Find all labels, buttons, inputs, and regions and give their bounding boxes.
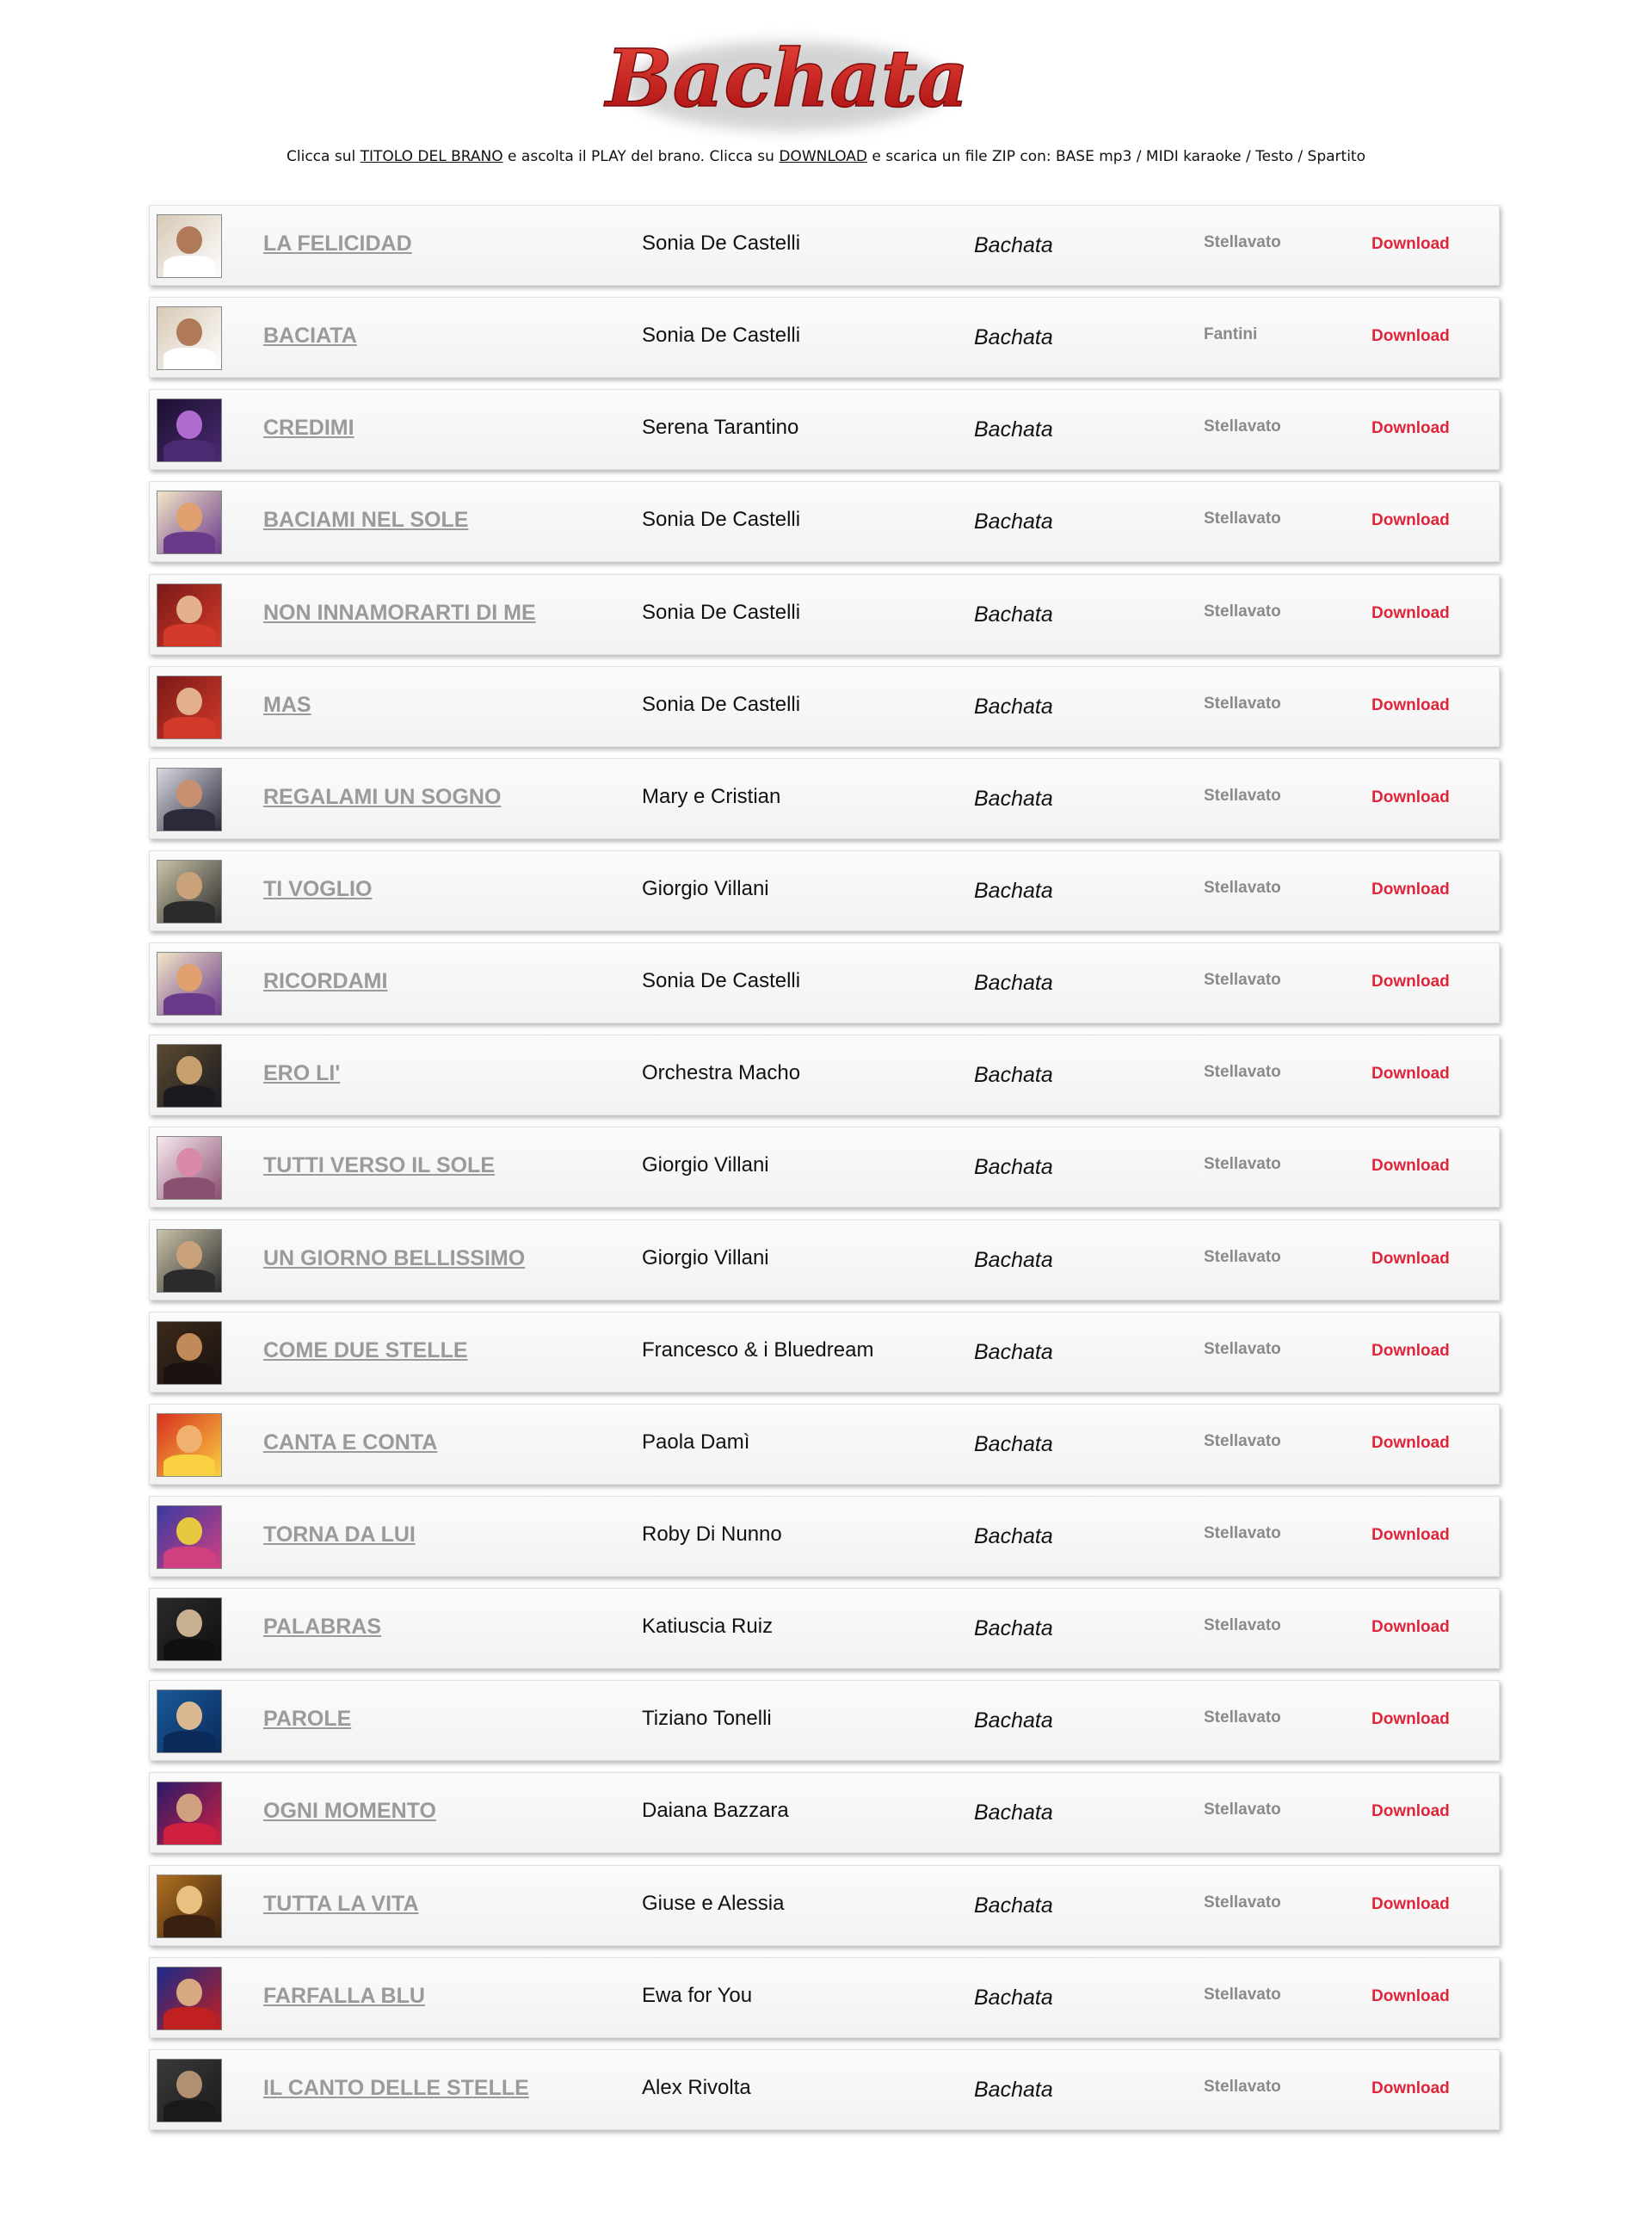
song-arranger: Stellavato [1204, 1801, 1281, 1819]
cover-face [176, 1517, 202, 1545]
song-row [149, 1220, 1500, 1300]
download-link[interactable]: Download [1372, 1341, 1450, 1360]
download-link[interactable]: Download [1372, 1618, 1450, 1637]
cover-figure [163, 1639, 214, 1660]
song-title-link[interactable]: MAS [263, 692, 311, 717]
album-cover-image [157, 214, 222, 278]
song-row [149, 1680, 1500, 1761]
song-title-link[interactable]: TORNA DA LUI [263, 1522, 416, 1547]
song-genre: Bachata [974, 1431, 1053, 1456]
download-link[interactable]: Download [1372, 511, 1450, 530]
song-genre: Bachata [974, 1339, 1053, 1364]
song-genre: Bachata [974, 1063, 1053, 1088]
download-link[interactable]: Download [1372, 1065, 1450, 1084]
download-link[interactable]: Download [1372, 695, 1450, 714]
bachata-logo [602, 15, 972, 145]
cover-figure [163, 624, 214, 645]
download-link[interactable]: Download [1372, 880, 1450, 899]
song-genre: Bachata [974, 1523, 1053, 1548]
song-arranger: Stellavato [1204, 1523, 1281, 1542]
song-artist: Giorgio Villani [642, 876, 769, 900]
song-row [149, 205, 1500, 286]
song-arranger: Fantini [1204, 325, 1258, 344]
song-row [149, 1496, 1500, 1577]
song-row [149, 1035, 1500, 1115]
album-cover-image [157, 306, 222, 370]
song-arranger: Stellavato [1204, 1339, 1281, 1358]
song-title-link[interactable]: RICORDAMI [263, 969, 388, 994]
song-genre: Bachata [974, 1985, 1053, 2010]
song-genre: Bachata [974, 510, 1053, 534]
song-artist: Serena Tarantino [642, 416, 799, 440]
cover-figure [163, 1455, 214, 1476]
cover-face [176, 1886, 202, 1913]
song-arranger: Stellavato [1204, 1616, 1281, 1635]
song-genre: Bachata [974, 1893, 1053, 1918]
song-title-link[interactable]: PAROLE [263, 1707, 352, 1732]
download-link[interactable]: Download [1372, 788, 1450, 806]
song-artist: Daiana Bazzara [642, 1799, 789, 1823]
download-link[interactable]: Download [1372, 1710, 1450, 1729]
cover-face [176, 1333, 202, 1361]
album-cover-image [157, 1782, 222, 1845]
download-link[interactable]: Download [1372, 1802, 1450, 1821]
song-title-link[interactable]: BACIATA [263, 324, 357, 349]
song-title-link[interactable]: CANTA E CONTA [263, 1430, 438, 1455]
cover-figure [163, 2007, 214, 2029]
album-cover-image [157, 2059, 222, 2122]
song-arranger: Stellavato [1204, 2077, 1281, 2096]
cover-figure [163, 1362, 214, 1384]
song-arranger: Stellavato [1204, 1708, 1281, 1727]
song-title-link[interactable]: NON INNAMORARTI DI ME [263, 600, 536, 625]
song-row [149, 574, 1500, 655]
song-artist: Sonia De Castelli [642, 969, 801, 993]
instructions-text [0, 148, 1652, 165]
song-row [149, 1588, 1500, 1669]
song-title-link[interactable]: COME DUE STELLE [263, 1337, 468, 1362]
song-title-link[interactable]: PALABRAS [263, 1615, 382, 1640]
song-artist: Giorgio Villani [642, 1153, 769, 1177]
cover-face [176, 964, 202, 991]
cover-face [176, 688, 202, 715]
cover-face [176, 1609, 202, 1637]
download-link[interactable]: Download [1372, 1433, 1450, 1452]
cover-figure [163, 1085, 214, 1107]
song-title-link[interactable]: LA FELICIDAD [263, 232, 412, 256]
cover-figure [163, 993, 214, 1015]
album-cover-image [157, 676, 222, 739]
album-cover-image [157, 1967, 222, 2030]
download-link[interactable]: Download [1372, 1894, 1450, 1913]
song-arranger: Stellavato [1204, 1985, 1281, 2004]
album-cover-image [157, 491, 222, 554]
song-artist: Sonia De Castelli [642, 324, 801, 348]
cover-face [176, 872, 202, 899]
song-genre: Bachata [974, 1155, 1053, 1180]
instr-part-3: e scarica un file ZIP con: BASE mp3 / MIDI karaoke / Testo / Spartito [867, 148, 1365, 165]
logo-text: Bachata [606, 32, 969, 125]
album-cover-image [157, 860, 222, 923]
cover-figure [163, 901, 214, 923]
song-artist: Roby Di Nunno [642, 1522, 782, 1546]
cover-figure [163, 348, 214, 369]
cover-figure [163, 1547, 214, 1568]
song-row [149, 1772, 1500, 1853]
song-artist: Mary e Cristian [642, 784, 781, 808]
song-row [149, 758, 1500, 839]
download-link[interactable]: Download [1372, 1525, 1450, 1544]
song-title-link[interactable]: BACIAMI NEL SOLE [263, 508, 469, 533]
song-artist: Alex Rivolta [642, 2075, 751, 2099]
cover-figure [163, 809, 214, 831]
song-title-link[interactable]: UN GIORNO BELLISSIMO [263, 1245, 526, 1270]
song-artist: Sonia De Castelli [642, 232, 801, 255]
song-row [149, 297, 1500, 378]
album-cover-image [157, 1689, 222, 1753]
album-cover-image [157, 952, 222, 1016]
cover-figure [163, 1731, 214, 1752]
song-arranger: Stellavato [1204, 510, 1281, 528]
cover-face [176, 1794, 202, 1821]
song-row [149, 389, 1500, 470]
album-cover-image [157, 1597, 222, 1661]
song-genre: Bachata [974, 325, 1053, 350]
song-row [149, 666, 1500, 747]
song-row [149, 1404, 1500, 1485]
song-title-link[interactable]: OGNI MOMENTO [263, 1799, 436, 1824]
instr-part-2: e ascolta il PLAY del brano. Clicca su [502, 148, 780, 165]
song-artist: Ewa for You [642, 1983, 753, 2007]
song-genre: Bachata [974, 417, 1053, 442]
song-genre: Bachata [974, 971, 1053, 996]
song-artist: Giuse e Alessia [642, 1891, 785, 1915]
song-title-link[interactable]: CREDIMI [263, 416, 354, 441]
cover-face [176, 318, 202, 346]
song-genre: Bachata [974, 602, 1053, 627]
song-artist: Paola Damì [642, 1430, 750, 1454]
song-arranger: Stellavato [1204, 417, 1281, 436]
song-arranger: Stellavato [1204, 786, 1281, 805]
song-genre: Bachata [974, 694, 1053, 719]
song-genre: Bachata [974, 2077, 1053, 2102]
song-arranger: Stellavato [1204, 1893, 1281, 1912]
cover-face [176, 1425, 202, 1453]
instr-part-1: Clicca sul [287, 148, 361, 165]
cover-figure [163, 2100, 214, 2122]
song-row [149, 481, 1500, 562]
song-title-link[interactable]: TI VOGLIO [263, 876, 373, 901]
cover-figure [163, 1269, 214, 1291]
song-genre: Bachata [974, 878, 1053, 903]
song-title-link[interactable]: IL CANTO DELLE STELLE [263, 2075, 529, 2100]
song-arranger: Stellavato [1204, 602, 1281, 621]
song-list [149, 205, 1500, 2141]
album-cover-image [157, 584, 222, 647]
song-artist: Katiuscia Ruiz [642, 1615, 774, 1639]
song-genre: Bachata [974, 786, 1053, 811]
song-row [149, 1127, 1500, 1208]
download-link[interactable]: Download [1372, 1986, 1450, 2005]
song-row [149, 1865, 1500, 1946]
song-genre: Bachata [974, 1708, 1053, 1733]
song-title-link[interactable]: TUTTA LA VITA [263, 1891, 419, 1916]
song-artist: Sonia De Castelli [642, 600, 801, 624]
album-cover-image [157, 398, 222, 462]
download-link[interactable]: Download [1372, 2078, 1450, 2097]
album-cover-image [157, 1875, 222, 1938]
album-cover-image [157, 1044, 222, 1108]
song-arranger: Stellavato [1204, 233, 1281, 251]
song-arranger: Stellavato [1204, 694, 1281, 713]
cover-face [176, 1702, 202, 1729]
cover-face [176, 780, 202, 807]
download-link[interactable]: Download [1372, 235, 1450, 253]
instr-download-highlight: DOWNLOAD [779, 148, 868, 165]
song-artist: Giorgio Villani [642, 1245, 769, 1269]
song-genre: Bachata [974, 1801, 1053, 1825]
song-title-link[interactable]: FARFALLA BLU [263, 1983, 425, 2008]
cover-face [176, 1241, 202, 1269]
song-row [149, 850, 1500, 931]
album-cover-image [157, 1229, 222, 1293]
song-title-link[interactable]: ERO LI' [263, 1061, 341, 1086]
song-title-link[interactable]: REGALAMI UN SOGNO [263, 784, 502, 809]
song-row [149, 1957, 1500, 2038]
song-genre: Bachata [974, 1247, 1053, 1272]
download-link[interactable]: Download [1372, 973, 1450, 991]
cover-figure [163, 1823, 214, 1844]
song-title-link[interactable]: TUTTI VERSO IL SOLE [263, 1153, 496, 1178]
song-genre: Bachata [974, 1616, 1053, 1641]
song-artist: Sonia De Castelli [642, 692, 801, 716]
song-artist: Orchestra Macho [642, 1061, 801, 1085]
download-link[interactable]: Download [1372, 327, 1450, 346]
download-link[interactable]: Download [1372, 419, 1450, 438]
song-row [149, 1312, 1500, 1393]
cover-figure [163, 532, 214, 553]
cover-face [176, 226, 202, 254]
song-row [149, 2049, 1500, 2130]
cover-figure [163, 1177, 214, 1199]
cover-figure [163, 1915, 214, 1936]
cover-figure [163, 440, 214, 461]
cover-face [176, 503, 202, 530]
download-link[interactable]: Download [1372, 1249, 1450, 1268]
cover-face [176, 1056, 202, 1084]
album-cover-image [157, 1321, 222, 1385]
song-arranger: Stellavato [1204, 1247, 1281, 1266]
cover-figure [163, 256, 214, 277]
song-artist: Francesco & i Bluedream [642, 1337, 874, 1362]
album-cover-image [157, 1136, 222, 1200]
album-cover-image [157, 768, 222, 831]
cover-face [176, 596, 202, 623]
cover-face [176, 1979, 202, 2006]
cover-face [176, 1148, 202, 1176]
cover-figure [163, 717, 214, 738]
song-arranger: Stellavato [1204, 1431, 1281, 1450]
song-arranger: Stellavato [1204, 878, 1281, 897]
song-artist: Sonia De Castelli [642, 508, 801, 532]
download-link[interactable]: Download [1372, 603, 1450, 622]
song-genre: Bachata [974, 233, 1053, 257]
song-arranger: Stellavato [1204, 1063, 1281, 1082]
song-arranger: Stellavato [1204, 1155, 1281, 1174]
song-artist: Tiziano Tonelli [642, 1707, 772, 1731]
album-cover-image [157, 1413, 222, 1477]
song-arranger: Stellavato [1204, 971, 1281, 990]
song-row [149, 942, 1500, 1023]
cover-face [176, 411, 202, 438]
download-link[interactable]: Download [1372, 1157, 1450, 1176]
album-cover-image [157, 1505, 222, 1569]
instr-title-highlight: TITOLO DEL BRANO [360, 148, 503, 165]
cover-face [176, 2071, 202, 2098]
